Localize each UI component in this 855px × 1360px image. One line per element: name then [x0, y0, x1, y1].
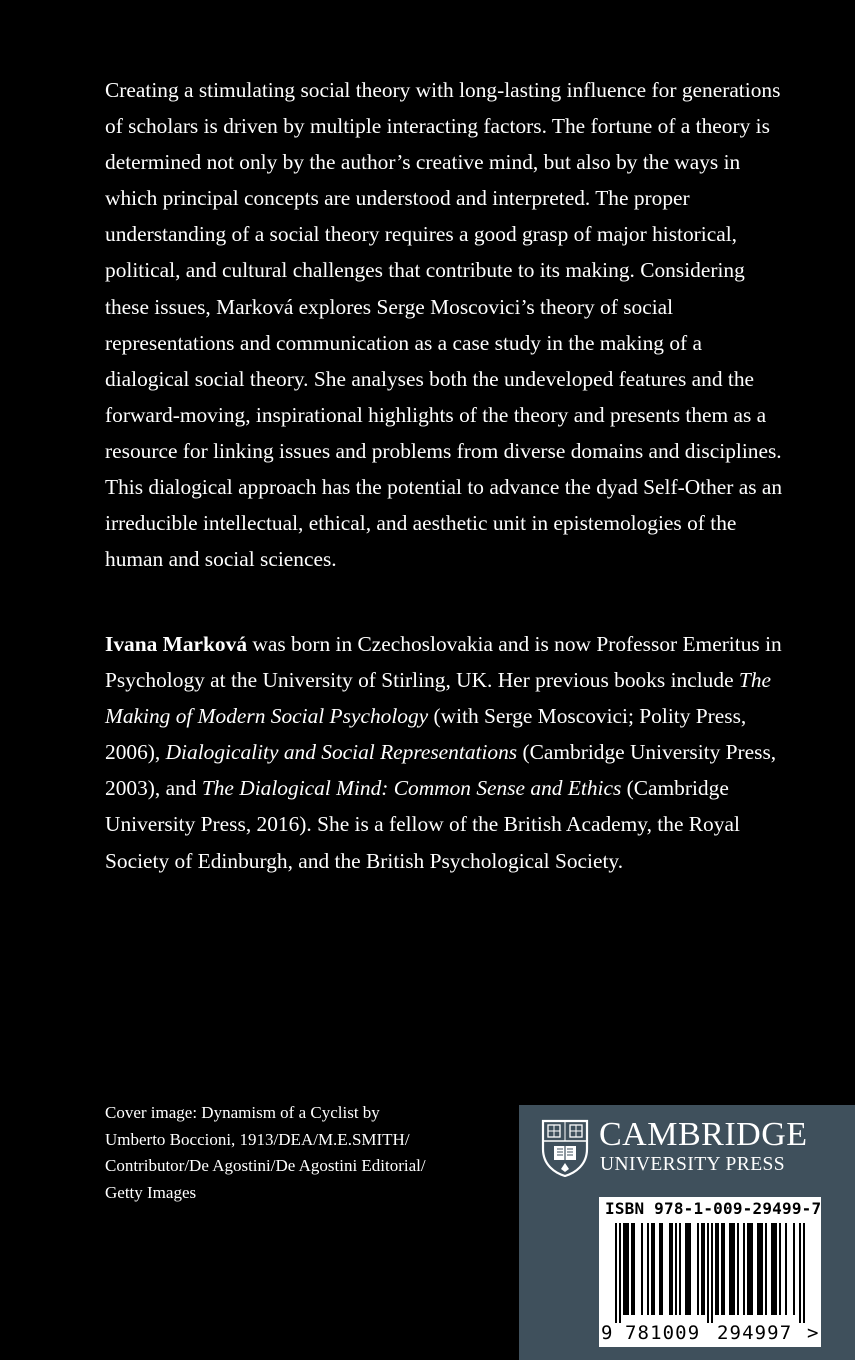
barcode-bar — [651, 1223, 653, 1315]
barcode-bar — [623, 1223, 625, 1315]
book-title-3: The Dialogical Mind: Common Sense and Ethics — [201, 776, 622, 801]
barcode-bar — [721, 1223, 723, 1315]
author-name: Ivana Marková — [105, 632, 248, 656]
barcode-bar — [697, 1223, 699, 1315]
credit-line: Getty Images — [105, 1182, 197, 1202]
barcode-bar — [779, 1223, 781, 1315]
barcode-bar — [773, 1223, 775, 1315]
barcode-bar — [747, 1223, 749, 1315]
author-bio-paragraph — [105, 626, 785, 879]
barcode-bar — [757, 1223, 759, 1315]
barcode-bar — [685, 1223, 687, 1315]
barcode-bar — [659, 1223, 661, 1315]
barcode-bar — [633, 1223, 635, 1315]
cover-image-credit — [105, 1100, 505, 1206]
bio-text-2: (with Serge Moscovici; Polity Press, 2006), — [105, 704, 747, 765]
bio-text-3: (Cambridge University Press, 2003), and — [105, 740, 777, 801]
barcode-bar — [671, 1223, 673, 1315]
barcode-bar — [793, 1223, 795, 1315]
barcode-digit-group-2: 294997 — [717, 1322, 793, 1344]
barcode-bar — [631, 1223, 633, 1315]
barcode-bar — [715, 1223, 717, 1315]
barcode-bar — [701, 1223, 703, 1315]
barcode-bar — [661, 1223, 663, 1315]
barcode-guard-bar — [803, 1223, 805, 1323]
barcode-digits — [599, 1321, 821, 1347]
book-title-1: The Making of Modern Social Psychology — [105, 668, 772, 729]
blurb-paragraph: Creating a stimulating social theory with long-lasting influence for generations of scholars is driven by multiple interacting factors. The fortune of a theory is determined not only by the author’s creative mind, but also by the ways in which principal concepts are understood and interpreted. The proper understanding of a social theory requires a good grasp of major historical, political, and cultural challenges that contribute to its making. Considering these issues, Marková explores Serge Moscovici’s theory of social representations and communication as a case study in the making of a dialogical social theory. She analyses both the undeveloped features and the forward-moving, inspirational highlights of the theory and presents them as a resource for linking issues and problems from diverse domains and disciplines. This dialogical approach has the potential to advance the dyad Self-Other as an irreducible intellectual, ethical, and aesthetic unit in epistemologies of the human and social sciences. — [105, 78, 783, 572]
bio-text-4: (Cambridge University Press, 2016). She is a fellow of the British Academy, the Royal Society of Edinburgh, and the British Psychological Society. — [105, 776, 740, 873]
barcode-bar — [733, 1223, 735, 1315]
barcode-bars — [599, 1223, 821, 1323]
barcode-guard-bar — [799, 1223, 801, 1323]
barcode-bar — [687, 1223, 689, 1315]
barcode-bar — [749, 1223, 751, 1315]
isbn-barcode — [599, 1197, 821, 1347]
barcode-bar — [625, 1223, 627, 1315]
credit-line: Contributor/De Agostini/De Agostini Editorial/ — [105, 1156, 426, 1175]
barcode-digit-group-1: 781009 — [625, 1322, 701, 1344]
barcode-bar — [703, 1223, 705, 1315]
barcode-bar — [627, 1223, 629, 1315]
barcode-lead-digit: 9 — [601, 1322, 613, 1344]
cambridge-crest-icon — [541, 1119, 589, 1177]
bio-text-1: was born in Czechoslovakia and is now Professor Emeritus in Psychology at the University of Stirling, UK. Her previous books include — [105, 632, 782, 693]
barcode-bar — [723, 1223, 725, 1315]
book-title-2: Dialogicality and Social Representations — [165, 740, 518, 765]
barcode-bar — [751, 1223, 753, 1315]
barcode-bar — [689, 1223, 691, 1315]
barcode-bar — [731, 1223, 733, 1315]
credit-line: Cover image: Dynamism of a Cyclist by — [105, 1103, 380, 1122]
barcode-guard-bar — [615, 1223, 617, 1323]
barcode-bar — [647, 1223, 649, 1315]
barcode-bar — [759, 1223, 761, 1315]
barcode-bar — [765, 1223, 767, 1315]
barcode-bar — [717, 1223, 719, 1315]
publisher-name: CAMBRIDGE — [599, 1116, 808, 1153]
barcode-bar — [737, 1223, 739, 1315]
barcode-bar — [743, 1223, 745, 1315]
barcode-guard-bar — [711, 1223, 713, 1323]
barcode-bar — [771, 1223, 773, 1315]
publisher-subname: UNIVERSITY PRESS — [600, 1154, 785, 1175]
barcode-bar — [653, 1223, 655, 1315]
barcode-bar — [775, 1223, 777, 1315]
barcode-bar — [761, 1223, 763, 1315]
barcode-bar — [669, 1223, 671, 1315]
barcode-guard-bar — [619, 1223, 621, 1323]
barcode-bar — [641, 1223, 643, 1315]
barcode-bar — [675, 1223, 677, 1315]
barcode-guard-bar — [707, 1223, 709, 1323]
publisher-panel — [519, 1105, 855, 1360]
isbn-label: ISBN 978-1-009-29499-7 — [605, 1199, 822, 1218]
credit-line: Umberto Boccioni, 1913/DEA/M.E.SMITH/ — [105, 1129, 410, 1149]
barcode-bar — [679, 1223, 681, 1315]
barcode-bar — [785, 1223, 787, 1315]
barcode-end-mark: > — [807, 1322, 819, 1344]
barcode-bar — [729, 1223, 731, 1315]
